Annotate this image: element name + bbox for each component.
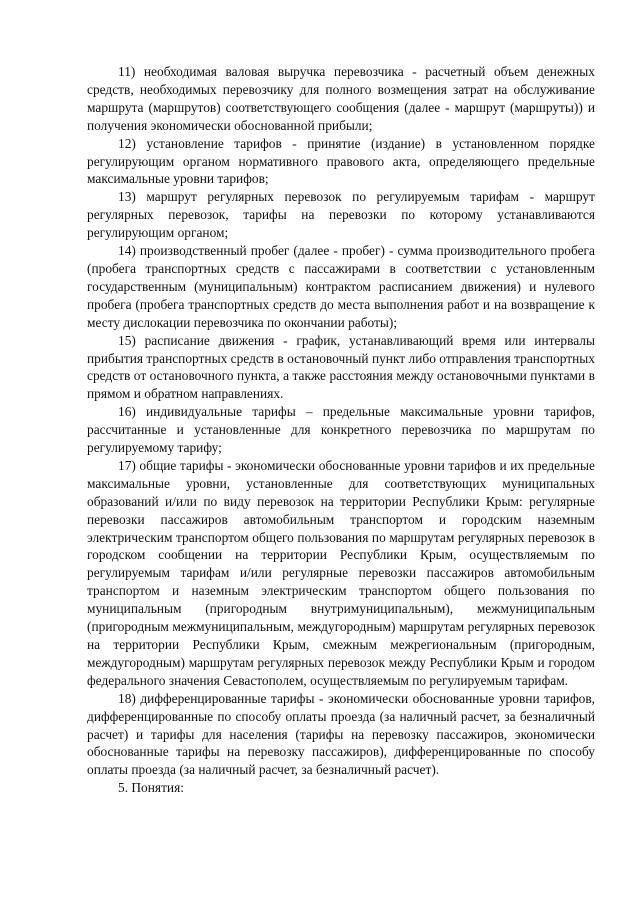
definition-13-paragraph: 13) маршрут регулярных перевозок по регулируемым тарифам - маршрут регулярных перевозок, тарифы на перевозки по которому устанавливаются регулирующим органом; [87,189,595,241]
definition-18-paragraph: 18) дифференцированные тарифы - экономически обоснованные уровни тарифов, дифференцированные по способу оплаты проезда (за наличный расчет, за безналичный расчет) и тарифы для населения (тарифы на перевозку пассажиров, экономически обоснованные тарифы на перевозку пассажиров), дифференцированные по способу оплаты проезда (за наличный расчет, за безналичный расчет). [87,690,595,778]
definition-17-paragraph: 17) общие тарифы - экономически обоснованные уровни тарифов и их предельные максимальные уровни, установленные для соответствующих муниципальных образований и/или по виду перевозок на территории Республики Крым: регулярные перевозки пассажиров автомобильным транспортом и городским наземным электрическим транспортом общего пользования по маршрутам регулярных перевозок в городском сообщении на территории Республики Крым, осуществляемым по регулируемым тарифам и/или регулярные перевозки пассажиров автомобильным транспортом и наземным электрическим транспортом общего пользования по муниципальным (пригородным внутримуниципальным), межмуниципальным (пригородным межмуниципальным, междугородным) маршрутам регулярных перевозок на территории Республики Крым, смежным межрегиональным (пригородным, междугородным) маршрутам регулярных перевозок между Республики Крым и городом федерального значения Севастополем, осуществляемым по регулируемым тарифам. [87,457,595,688]
section-5-heading: 5. Понятия: [118,780,184,796]
definition-14-paragraph: 14) производственный пробег (далее - пробег) - сумма производительного пробега (пробега транспортных средств с пассажирами в соответствии с установленным государственным (муниципальным) контрактом расписанием движения) и нулевого пробега (пробега транспортных средств до места выполнения работ и на возвращение к месту дислокации перевозчика по окончании работы); [87,243,595,330]
definition-12-paragraph: 12) установление тарифов - принятие (издание) в установленном порядке регулирующим органом нормативного правового акта, определяющего предельные максимальные уровни тарифов; [87,135,595,187]
document-page [87,63,595,797]
definition-11-paragraph: 11) необходимая валовая выручка перевозчика - расчетный объем денежных средств, необходимых перевозчику для полного возмещения затрат на обслуживание маршрута (маршрутов) соответствующего сообщения (далее - маршрут (маршруты)) и получения экономически обоснованной прибыли; [87,64,595,133]
definition-16-paragraph: 16) индивидуальные тарифы – предельные максимальные уровни тарифов, рассчитанные и установленные для конкретного перевозчика по маршрутам по регулируемому тарифу; [87,404,595,456]
definition-15-paragraph: 15) расписание движения - график, устанавливающий время или интервалы прибытия транспортных средств в остановочный пункт либо отправления транспортных средств от остановочного пункта, а также расстояния между остановочными пунктами в прямом и обратном направлениях. [87,332,595,402]
